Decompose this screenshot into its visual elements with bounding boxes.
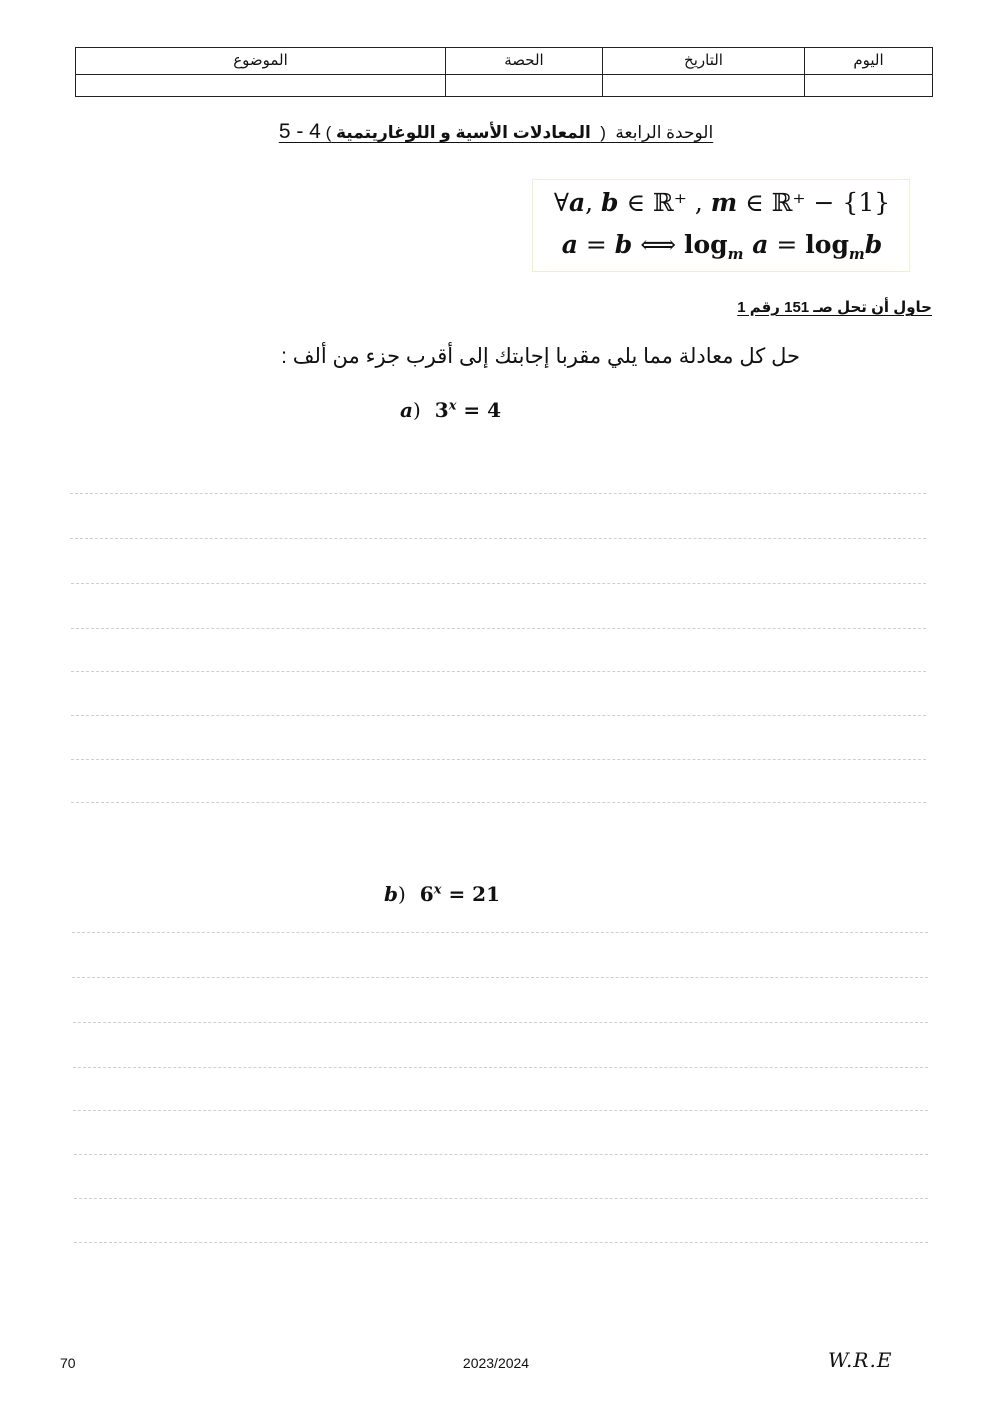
answer-line-b[interactable] [74, 1154, 928, 1155]
var-a: a [561, 230, 578, 259]
date-cell[interactable] [603, 75, 805, 97]
unit-title-underlined [278, 120, 714, 143]
equation-b [384, 882, 500, 906]
answer-line-a[interactable] [71, 671, 926, 672]
author-signature: W.R.E [828, 1348, 893, 1372]
session-cell[interactable] [446, 75, 603, 97]
topic-header: الموضوع [76, 48, 446, 75]
exercise-instruction: حل كل معادلة مما يلي مقربا إجابتك إلى أقرب جزء من ألف : [281, 345, 800, 368]
answer-line-b[interactable] [74, 1198, 928, 1199]
answer-line-a[interactable] [70, 538, 926, 539]
answer-line-a[interactable] [71, 802, 926, 803]
equals-2: = [768, 230, 806, 259]
try-exercise-label: حاول أن تحل صـ 151 رقم 1 [737, 299, 932, 316]
equation-b-base: 6 [419, 882, 434, 906]
equation-b-rhs: = 21 [441, 882, 500, 906]
blank-row [76, 75, 933, 97]
unit-topic: المعادلات الأسية و اللوغاريتمية [335, 123, 591, 142]
var-a-2: a [743, 230, 769, 259]
var-b: b [601, 188, 619, 217]
equals: = [577, 230, 615, 259]
answer-line-a[interactable] [71, 628, 926, 629]
answer-line-b[interactable] [73, 1022, 928, 1023]
equation-b-exponent: x [433, 882, 442, 898]
topic-cell[interactable] [76, 75, 446, 97]
answer-line-b[interactable] [72, 932, 928, 933]
log-property-box [532, 179, 910, 272]
session-header: الحصة [446, 48, 603, 75]
comma: , [585, 188, 602, 217]
day-header: اليوم [805, 48, 933, 75]
var-b-2: b [864, 230, 883, 259]
equation-b-label: b [384, 882, 398, 906]
in-rplus: ∈ ℝ⁺ , [618, 188, 711, 217]
log-base-2: m [848, 245, 865, 263]
log-2: log [805, 230, 849, 259]
date-header: التاريخ [603, 48, 805, 75]
header-table [75, 47, 933, 97]
var-b: b [614, 230, 633, 259]
equation-a-label: a [400, 398, 413, 422]
unit-section: 5 - 4 [278, 120, 321, 143]
equation-a-paren: ) [412, 398, 421, 422]
equation-a-rhs: = 4 [456, 398, 502, 422]
unit-title [0, 120, 992, 144]
header-row [76, 48, 933, 75]
unit-prefix: الوحدة الرابعة [615, 123, 714, 142]
in-rplus-minus-one: ∈ ℝ⁺ − {1} [737, 188, 891, 217]
equation-a-exponent: x [448, 398, 457, 414]
answer-line-a[interactable] [71, 759, 926, 760]
log-base-1: m [727, 245, 744, 263]
equation-a [400, 398, 501, 422]
answer-line-a[interactable] [70, 493, 926, 494]
day-cell[interactable] [805, 75, 933, 97]
page-number: 70 [60, 1355, 76, 1371]
equation-a-base: 3 [434, 398, 449, 422]
answer-line-a[interactable] [71, 715, 926, 716]
log-1: log [683, 230, 728, 259]
answer-line-b[interactable] [73, 1067, 928, 1068]
answer-line-b[interactable] [73, 1110, 928, 1111]
answer-line-a[interactable] [71, 583, 926, 584]
iff-symbol: ⟺ [632, 230, 684, 259]
answer-line-b[interactable] [74, 1242, 928, 1243]
var-a: a [568, 188, 586, 217]
unit-open-paren: ( [600, 123, 606, 142]
rule-line-1 [533, 188, 911, 217]
forall-symbol: ∀ [553, 188, 569, 217]
equation-b-paren: ) [397, 882, 406, 906]
unit-close-paren: ) [325, 123, 332, 142]
rule-line-2 [533, 230, 911, 263]
answer-line-b[interactable] [72, 977, 928, 978]
var-m: m [710, 188, 738, 217]
school-year: 2023/2024 [462, 1355, 530, 1371]
